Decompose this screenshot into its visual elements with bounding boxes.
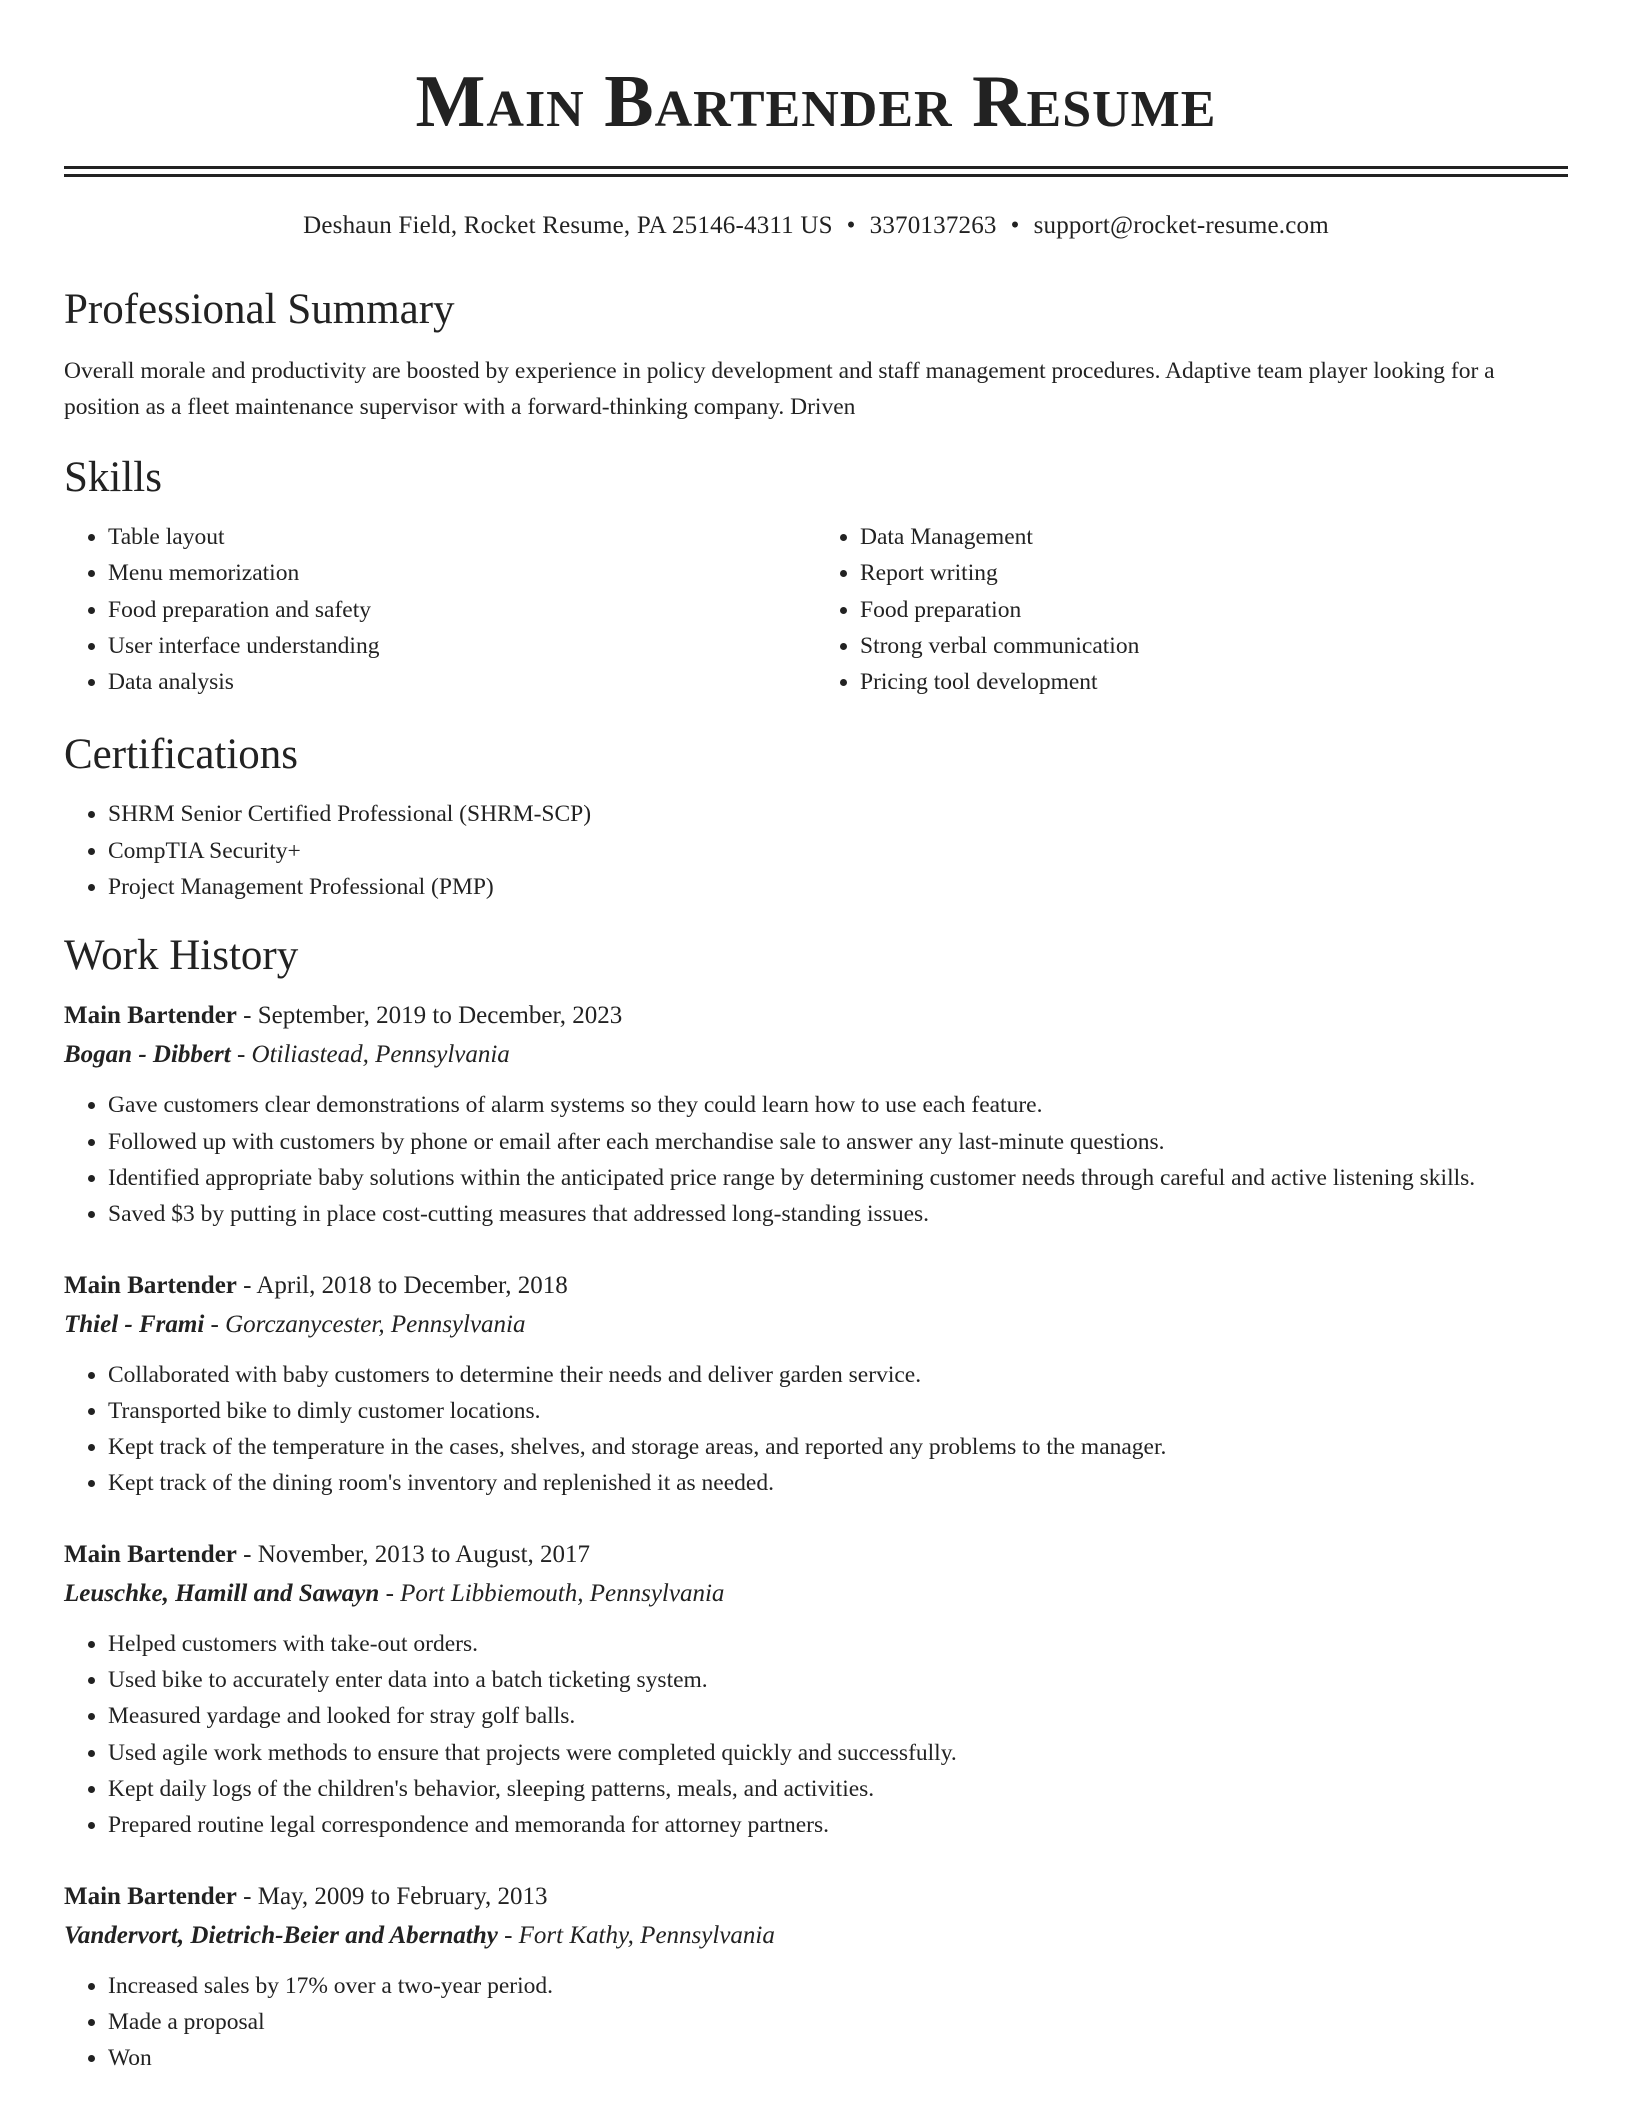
job-duty: • Kept daily logs of the children's behavior, sleeping patterns, meals, and activities. [108, 1771, 1568, 1807]
job-duty: • Kept track of the dining room's inventory and replenished it as needed. [108, 1465, 1568, 1501]
certifications-list [64, 796, 1568, 905]
resume-title: Main Bartender Resume [415, 61, 1217, 143]
job-duty: • Prepared routine legal correspondence and memoranda for attorney partners. [108, 1807, 1568, 1843]
skill-item: • User interface understanding [108, 628, 816, 664]
job-title: Main Bartender [64, 1882, 237, 1910]
job-duty: • Kept track of the temperature in the cases, shelves, and storage areas, and reported any problems to the manager. [108, 1429, 1568, 1465]
job-header [64, 997, 1568, 1035]
job-duties-list [64, 1626, 1568, 1844]
work-history-heading: Work History [64, 932, 299, 980]
job-duty: • Used agile work methods to ensure that projects were completed quickly and successfully. [108, 1735, 1568, 1771]
skills-columns [64, 519, 1568, 700]
skill-item: • Report writing [860, 555, 1568, 591]
job-duty: • Identified appropriate baby solutions within the anticipated price range by determining customer needs through careful and active listening skills. [108, 1160, 1568, 1196]
job-duties-list [64, 1357, 1568, 1502]
job-entry [64, 1878, 1568, 2077]
skills-list-left [64, 519, 816, 700]
job-company: Bogan - Dibbert [64, 1041, 231, 1069]
skill-item: • Menu memorization [108, 555, 816, 591]
job-location: - Gorczanycester, Pennsylvania [204, 1310, 526, 1338]
job-duties-list [64, 1968, 1568, 2077]
job-entry [64, 1536, 1568, 1844]
contact-separator: • [1010, 212, 1020, 239]
contact-line [64, 211, 1568, 241]
job-duty: • Gave customers clear demonstrations of alarm systems so they could learn how to use each feature. [108, 1087, 1568, 1123]
certification-item: • Project Management Professional (PMP) [108, 869, 1568, 905]
contact-address: Deshaun Field, Rocket Resume, PA 25146-4311 US [303, 212, 833, 239]
skills-list-right [816, 519, 1568, 700]
job-duty: • Followed up with customers by phone or email after each merchandise sale to answer any last-minute questions. [108, 1124, 1568, 1160]
job-company-line [64, 1574, 1568, 1614]
job-duties-list [64, 1087, 1568, 1232]
job-duty: • Transported bike to dimly customer locations. [108, 1393, 1568, 1429]
job-duty: • Used bike to accurately enter data into a batch ticketing system. [108, 1662, 1568, 1698]
title-divider [64, 166, 1568, 177]
certifications-heading: Certifications [64, 731, 299, 779]
skill-item: • Table layout [108, 519, 816, 555]
certification-item: • SHRM Senior Certified Professional (SHRM-SCP) [108, 796, 1568, 832]
job-duty: • Won [108, 2040, 1568, 2076]
skill-item: • Food preparation [860, 592, 1568, 628]
job-entry [64, 1267, 1568, 1502]
job-duty: • Helped customers with take-out orders. [108, 1626, 1568, 1662]
job-dates: - November, 2013 to August, 2017 [236, 1540, 591, 1568]
job-duty: • Saved $3 by putting in place cost-cutting measures that addressed long-standing issues. [108, 1196, 1568, 1232]
job-dates: - May, 2009 to February, 2013 [236, 1882, 548, 1910]
job-company: Vandervort, Dietrich-Beier and Abernathy [64, 1921, 498, 1949]
job-title: Main Bartender [64, 1002, 237, 1030]
skill-item: • Data Management [860, 519, 1568, 555]
job-dates: - April, 2018 to December, 2018 [236, 1271, 568, 1299]
job-title: Main Bartender [64, 1271, 237, 1299]
job-duty: • Made a proposal [108, 2004, 1568, 2040]
summary-text: Overall morale and productivity are boosted by experience in policy development and staff management procedures. Adaptive team player looking for a position as a fleet maintenance supervisor with a forward-thinking company. Driven [64, 358, 1495, 420]
job-header [64, 1536, 1568, 1574]
skills-heading: Skills [64, 454, 162, 501]
job-header [64, 1267, 1568, 1305]
job-location: - Fort Kathy, Pennsylvania [497, 1921, 775, 1949]
job-title: Main Bartender [64, 1540, 237, 1568]
job-entry [64, 997, 1568, 1232]
job-company: Leuschke, Hamill and Sawayn [64, 1579, 380, 1607]
certification-item: • CompTIA Security+ [108, 833, 1568, 869]
skill-item: • Data analysis [108, 664, 816, 700]
contact-separator: • [846, 212, 856, 239]
skill-item: • Strong verbal communication [860, 628, 1568, 664]
summary-heading: Professional Summary [64, 286, 455, 333]
job-duty: • Measured yardage and looked for stray golf balls. [108, 1698, 1568, 1734]
job-location: - Port Libbiemouth, Pennsylvania [379, 1579, 725, 1607]
contact-email: support@rocket-resume.com [1033, 212, 1329, 239]
job-company: Thiel - Frami [64, 1310, 205, 1338]
job-location: - Otiliastead, Pennsylvania [230, 1041, 510, 1069]
job-company-line [64, 1035, 1568, 1075]
job-company-line [64, 1305, 1568, 1345]
job-duty: • Collaborated with baby customers to determine their needs and deliver garden service. [108, 1357, 1568, 1393]
job-duty: • Increased sales by 17% over a two-year period. [108, 1968, 1568, 2004]
job-dates: - September, 2019 to December, 2023 [236, 1002, 623, 1030]
skill-item: • Pricing tool development [860, 664, 1568, 700]
job-header [64, 1878, 1568, 1916]
skill-item: • Food preparation and safety [108, 592, 816, 628]
contact-phone: 3370137263 [869, 212, 997, 239]
job-company-line [64, 1916, 1568, 1956]
